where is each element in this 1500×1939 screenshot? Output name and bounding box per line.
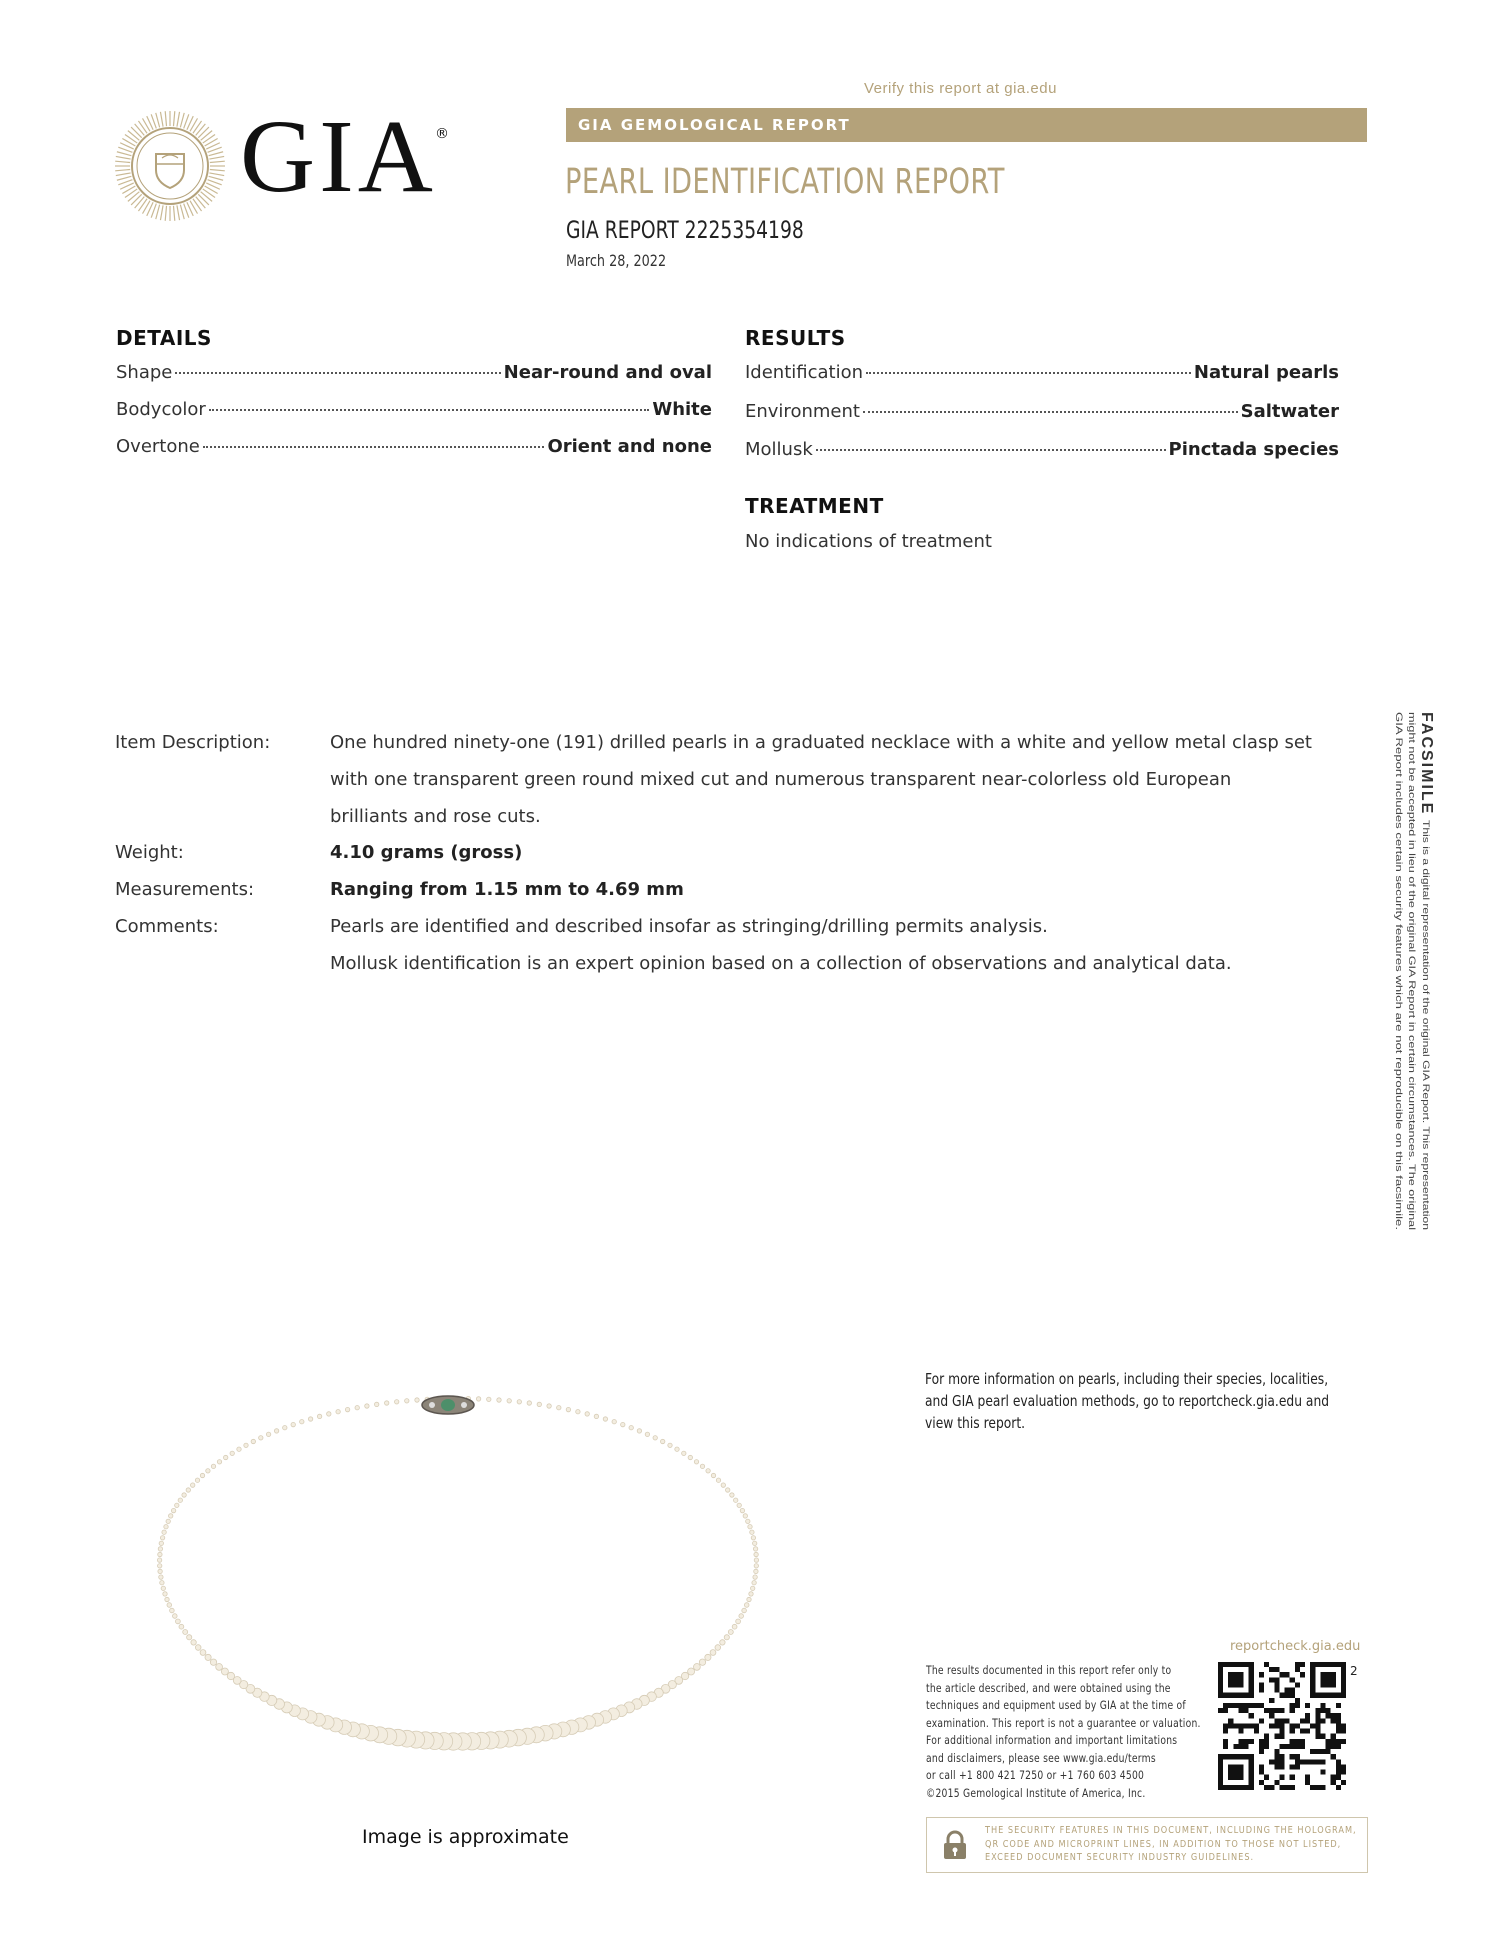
disclaimer-line: or call +1 800 421 7250 or +1 760 603 4500	[926, 1768, 1145, 1782]
result-label: Identification	[745, 362, 864, 383]
disclaimer-line: The results documented in this report refer only to	[926, 1663, 1172, 1677]
facsimile-line: This is a digital representation of the original GIA Report. This representation	[1421, 820, 1431, 1125]
detail-row-shape	[116, 362, 712, 383]
result-value: Natural pearls	[1193, 362, 1339, 383]
lock-icon	[941, 1830, 969, 1860]
comments-label: Comments:	[115, 916, 219, 937]
detail-row-bodycolor	[116, 399, 712, 420]
details-heading: DETAILS	[116, 326, 212, 350]
item-description-line: with one transparent green round mixed cut and numerous transparent near-colorless old European	[330, 769, 1232, 790]
result-row-mollusk	[745, 439, 1339, 460]
facsimile-line: GIA Report includes certain security features which are not reproducible on this facsimile.	[1394, 712, 1404, 1068]
qr-code-icon[interactable]	[1218, 1662, 1346, 1790]
measurements-value: Ranging from 1.15 mm to 4.69 mm	[330, 879, 684, 900]
detail-label: Bodycolor	[116, 399, 206, 420]
disclaimer-line: examination. This report is not a guarantee or valuation.	[926, 1715, 1201, 1730]
qr-number: 2	[1350, 1664, 1358, 1678]
facsimile-notice	[1378, 712, 1435, 1232]
item-description-value	[330, 724, 1350, 835]
security-text: THE SECURITY FEATURES IN THIS DOCUMENT, INCLUDING THE HOLOGRAM, QR CODE AND MICROPRINT LINES, IN ADDITION TO THOSE NOT LISTED, EXCEED DOCUMENT SECURITY INDUSTRY GUIDELINES.	[985, 1825, 1357, 1863]
treatment-text: No indications of treatment	[745, 531, 992, 552]
comments-value	[330, 908, 1350, 982]
gia-seal-icon	[114, 110, 226, 222]
image-caption: Image is approximate	[362, 1826, 569, 1848]
result-row-environment	[745, 401, 1339, 422]
treatment-heading: TREATMENT	[745, 494, 884, 518]
detail-label: Shape	[116, 362, 173, 383]
result-label: Environment	[745, 401, 860, 422]
report-title: PEARL IDENTIFICATION REPORT	[565, 162, 1005, 202]
verify-link[interactable]: Verify this report at gia.edu	[864, 80, 1057, 97]
banner-text: GIA GEMOLOGICAL REPORT	[578, 116, 851, 134]
gia-logo: GIA	[240, 99, 437, 214]
detail-row-overtone	[116, 436, 712, 457]
result-value: Pinctada species	[1168, 439, 1339, 460]
more-info-text: For more information on pearls, including their species, localities, and GIA pearl evaluation methods, go to reportcheck.gia.edu and view this report.	[925, 1370, 1330, 1432]
facsimile-title: FACSIMILE	[1418, 712, 1435, 816]
result-value: Saltwater	[1240, 401, 1339, 422]
report-banner	[566, 108, 1367, 142]
clasp-icon	[422, 1396, 474, 1414]
disclaimer-line: the article described, and were obtained using the	[926, 1680, 1171, 1695]
disclaimer-line: and disclaimers, please see www.gia.edu/terms	[926, 1750, 1156, 1765]
item-description-line: One hundred ninety-one (191) drilled pearls in a graduated necklace with a white and yellow metal clasp set	[330, 732, 1312, 753]
security-notice	[926, 1817, 1368, 1873]
item-description-line: brilliants and rose cuts.	[330, 806, 541, 827]
comment-line: Mollusk identification is an expert opinion based on a collection of observations and analytical data.	[330, 953, 1232, 974]
weight-label: Weight:	[115, 842, 184, 863]
detail-value: Near-round and oval	[503, 362, 712, 383]
detail-value: White	[652, 399, 712, 420]
disclaimer-line: For additional information and important limitations	[926, 1733, 1178, 1747]
report-number: GIA REPORT 2225354198	[566, 216, 804, 244]
detail-value: Orient and none	[547, 436, 712, 457]
result-row-identification	[745, 362, 1339, 383]
results-heading: RESULTS	[745, 326, 846, 350]
necklace-image	[140, 1375, 790, 1775]
weight-value: 4.10 grams (gross)	[330, 842, 523, 863]
item-description-label: Item Description:	[115, 732, 271, 753]
disclaimer-line: ©2015 Gemological Institute of America, Inc.	[926, 1785, 1146, 1800]
report-date: March 28, 2022	[566, 251, 667, 270]
comment-line: Pearls are identified and described insofar as stringing/drilling permits analysis.	[330, 916, 1048, 937]
detail-label: Overtone	[116, 436, 200, 457]
registered-mark: ®	[435, 126, 449, 142]
reportcheck-link[interactable]: reportcheck.gia.edu	[1230, 1639, 1361, 1654]
measurements-label: Measurements:	[115, 879, 255, 900]
result-label: Mollusk	[745, 439, 813, 460]
disclaimer-line: techniques and equipment used by GIA at the time of	[926, 1698, 1186, 1712]
disclaimer-text	[926, 1662, 1222, 1802]
facsimile-line: might not be accepted in lieu of the original GIA Report in certain circumstances. The original	[1407, 712, 1417, 1082]
